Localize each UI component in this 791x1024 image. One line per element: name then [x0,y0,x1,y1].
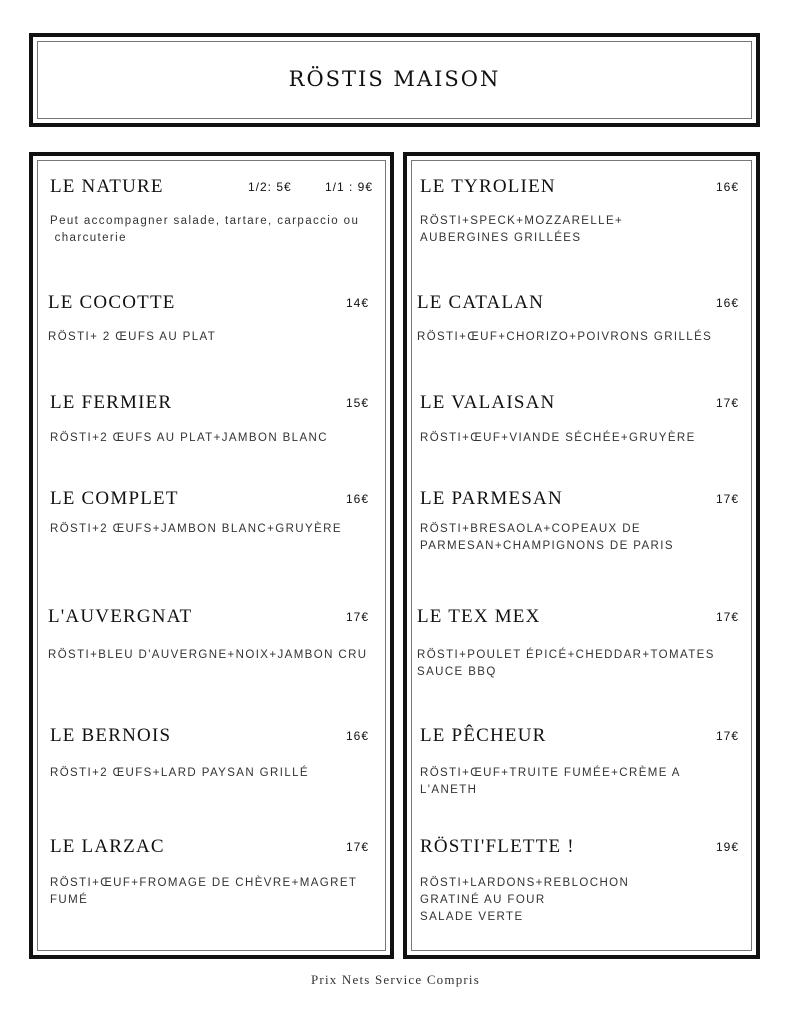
menu-title: RÖSTIS MAISON [288,67,501,91]
menu-item-price: 16€ [716,296,740,310]
menu-item-description: RÖSTI+ŒUF+CHORIZO+POIVRONS GRILLÉS [417,331,713,343]
menu-item-description: RÖSTI+BRESAOLA+COPEAUX DE PARMESAN+CHAMPIGNONS DE PARIS [420,523,674,552]
menu-item-price: 17€ [716,610,740,624]
menu-item-name: RÖSTI'FLETTE ! [420,836,575,857]
menu-item-description: RÖSTI+ 2 ŒUFS AU PLAT [48,331,217,343]
menu-item-name: LE VALAISAN [420,392,556,413]
menu-item-description: RÖSTI+2 ŒUFS AU PLAT+JAMBON BLANC [50,432,328,444]
menu-item-price: 15€ [346,396,370,410]
menu-item-price: 17€ [346,610,370,624]
menu-item-price: 17€ [346,840,370,854]
menu-item-name: LE TYROLIEN [420,176,556,197]
menu-item-description: RÖSTI+POULET ÉPICÉ+CHEDDAR+TOMATES SAUCE BBQ [417,649,715,678]
menu-item-name: LE LARZAC [50,836,165,857]
menu-item-price: 16€ [346,492,370,506]
menu-item-price-full: 1/1 : 9€ [325,180,374,194]
footer-note: Prix Nets Service Compris [310,972,480,987]
left-panel-inner-border [37,160,386,951]
menu-item-price: 16€ [716,180,740,194]
menu-item-name: LE TEX MEX [417,606,541,627]
menu-item-description: RÖSTI+ŒUF+TRUITE FUMÉE+CRÈME A L'ANETH [420,767,681,796]
right-panel-inner-border [411,160,752,951]
menu-item-name: LE COCOTTE [48,292,176,313]
menu-item-description: RÖSTI+ŒUF+VIANDE SÉCHÉE+GRUYÈRE [420,432,696,444]
menu-item-name: L'AUVERGNAT [48,606,193,627]
menu-item-description: RÖSTI+2 ŒUFS+JAMBON BLANC+GRUYÈRE [50,523,342,535]
menu-item-description: RÖSTI+2 ŒUFS+LARD PAYSAN GRILLÉ [50,767,309,779]
menu-item-price-half: 1/2: 5€ [248,180,292,194]
menu-item-name: LE PÊCHEUR [420,725,547,746]
menu-item-description: RÖSTI+BLEU D'AUVERGNE+NOIX+JAMBON CRU [48,649,368,661]
menu-item-description: RÖSTI+LARDONS+REBLOCHON GRATINÉ AU FOUR SALADE VERTE [420,877,630,923]
menu-item-price: 14€ [346,296,370,310]
menu-item-price: 16€ [346,729,370,743]
menu-item-name: LE NATURE [50,176,164,197]
menu-item-description: RÖSTI+SPECK+MOZZARELLE+ AUBERGINES GRILLÉES [420,215,624,244]
menu-item-price: 17€ [716,396,740,410]
title-box [29,33,760,127]
menu-item-price: 17€ [716,729,740,743]
menu-item-description: RÖSTI+ŒUF+FROMAGE DE CHÈVRE+MAGRET FUMÉ [50,877,358,906]
menu-item-price: 19€ [716,840,740,854]
menu-item-name: LE CATALAN [417,292,545,313]
menu-item-name: LE FERMIER [50,392,173,413]
menu-item-price: 17€ [716,492,740,506]
menu-item-name: LE COMPLET [50,488,179,509]
menu-item-name: LE PARMESAN [420,488,563,509]
menu-item-name: LE BERNOIS [50,725,172,746]
menu-item-description: Peut accompagner salade, tartare, carpaccio ou charcuterie [50,215,360,244]
